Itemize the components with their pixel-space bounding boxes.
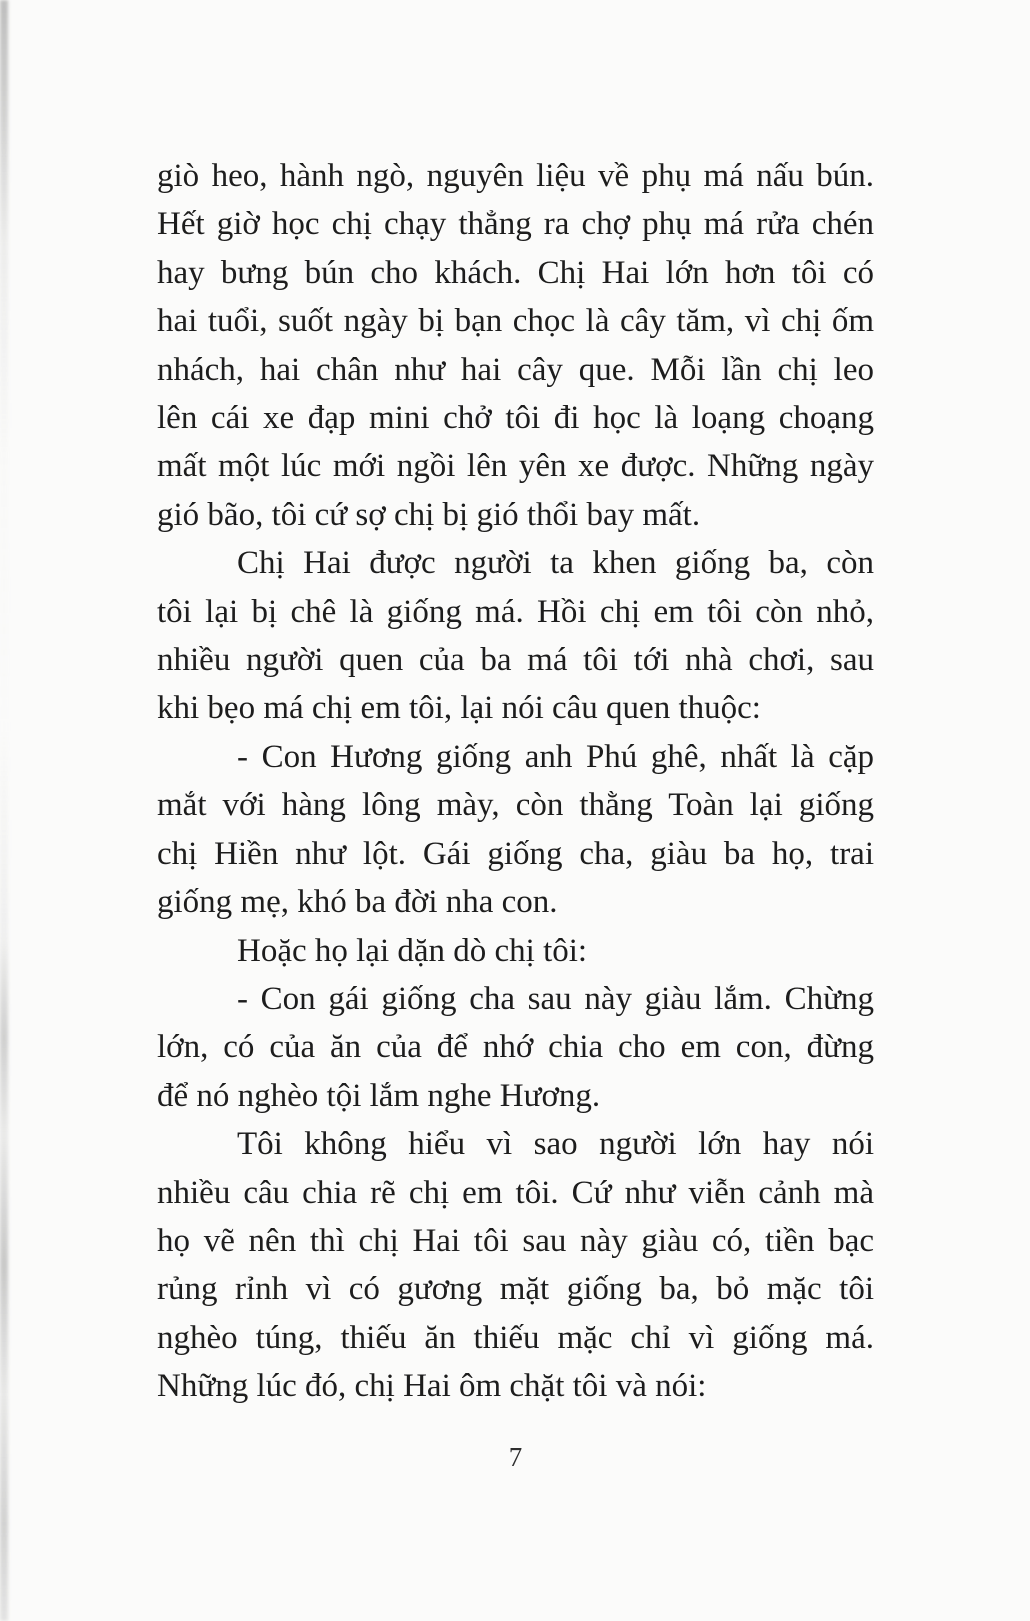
text-line: - Con gái giống cha sau này giàu lắm. Chừng — [237, 980, 874, 1017]
text-line: Chị Hai được người ta khen giống ba, còn — [237, 545, 874, 582]
text-line: khi bẹo má chị em tôi, lại nói câu quen thuộc: — [157, 690, 761, 727]
paragraph — [157, 927, 874, 975]
paragraph — [157, 975, 874, 1120]
text-line: - Con Hương giống anh Phú ghê, nhất là cặp — [237, 738, 874, 775]
text-line: hai tuổi, suốt ngày bị bạn chọc là cây tăm, vì chị ốm — [157, 303, 874, 340]
paragraph — [157, 152, 874, 539]
text-line: Những lúc đó, chị Hai ôm chặt tôi và nói: — [157, 1368, 707, 1405]
text-line: mất một lúc mới ngồi lên yên xe được. Những ngày — [157, 448, 874, 485]
text-line: họ vẽ nên thì chị Hai tôi sau này giàu có, tiền bạc — [157, 1222, 874, 1259]
text-line: chị Hiền như lột. Gái giống cha, giàu ba họ, trai — [157, 835, 874, 872]
text-line: rủng rỉnh vì có gương mặt giống ba, bỏ mặc tôi — [157, 1271, 874, 1308]
text-line: gió bão, tôi cứ sợ chị bị gió thổi bay mất. — [157, 496, 701, 533]
text-line: nghèo túng, thiếu ăn thiếu mặc chỉ vì giống má. — [157, 1319, 874, 1356]
text-line: lớn, có của ăn của để nhớ chia cho em con, đừng — [157, 1029, 874, 1066]
text-line: giống mẹ, khó ba đời nha con. — [157, 884, 558, 921]
text-line: để nó nghèo tội lắm nghe Hương. — [157, 1077, 601, 1114]
paragraph — [157, 733, 874, 927]
text-line: mắt với hàng lông mày, còn thằng Toàn lại giống — [157, 787, 874, 824]
text-line: Hết giờ học chị chạy thẳng ra chợ phụ má rửa chén — [157, 206, 874, 243]
text-line: Tôi không hiểu vì sao người lớn hay nói — [237, 1126, 874, 1163]
text-line: nhiều câu chia rẽ chị em tôi. Cứ như viễn cảnh mà — [157, 1174, 874, 1211]
text-line: nhách, hai chân như hai cây que. Mỗi lần chị leo — [157, 351, 874, 388]
page-number: 7 — [508, 1442, 523, 1472]
scan-edge-shadow — [0, 0, 8, 1621]
text-line: hay bưng bún cho khách. Chị Hai lớn hơn tôi có — [157, 254, 874, 291]
text-line: tôi lại bị chê là giống má. Hồi chị em tôi còn nhỏ, — [157, 593, 874, 630]
paragraph — [157, 1120, 874, 1410]
text-line: lên cái xe đạp mini chở tôi đi học là loạng choạng — [157, 400, 874, 437]
paragraph — [157, 539, 874, 733]
text-line: giò heo, hành ngò, nguyên liệu về phụ má nấu bún. — [157, 158, 874, 194]
text-line: nhiều người quen của ba má tôi tới nhà chơi, sau — [157, 642, 874, 679]
page-text — [157, 152, 874, 1411]
text-line: Hoặc họ lại dặn dò chị tôi: — [237, 932, 588, 969]
